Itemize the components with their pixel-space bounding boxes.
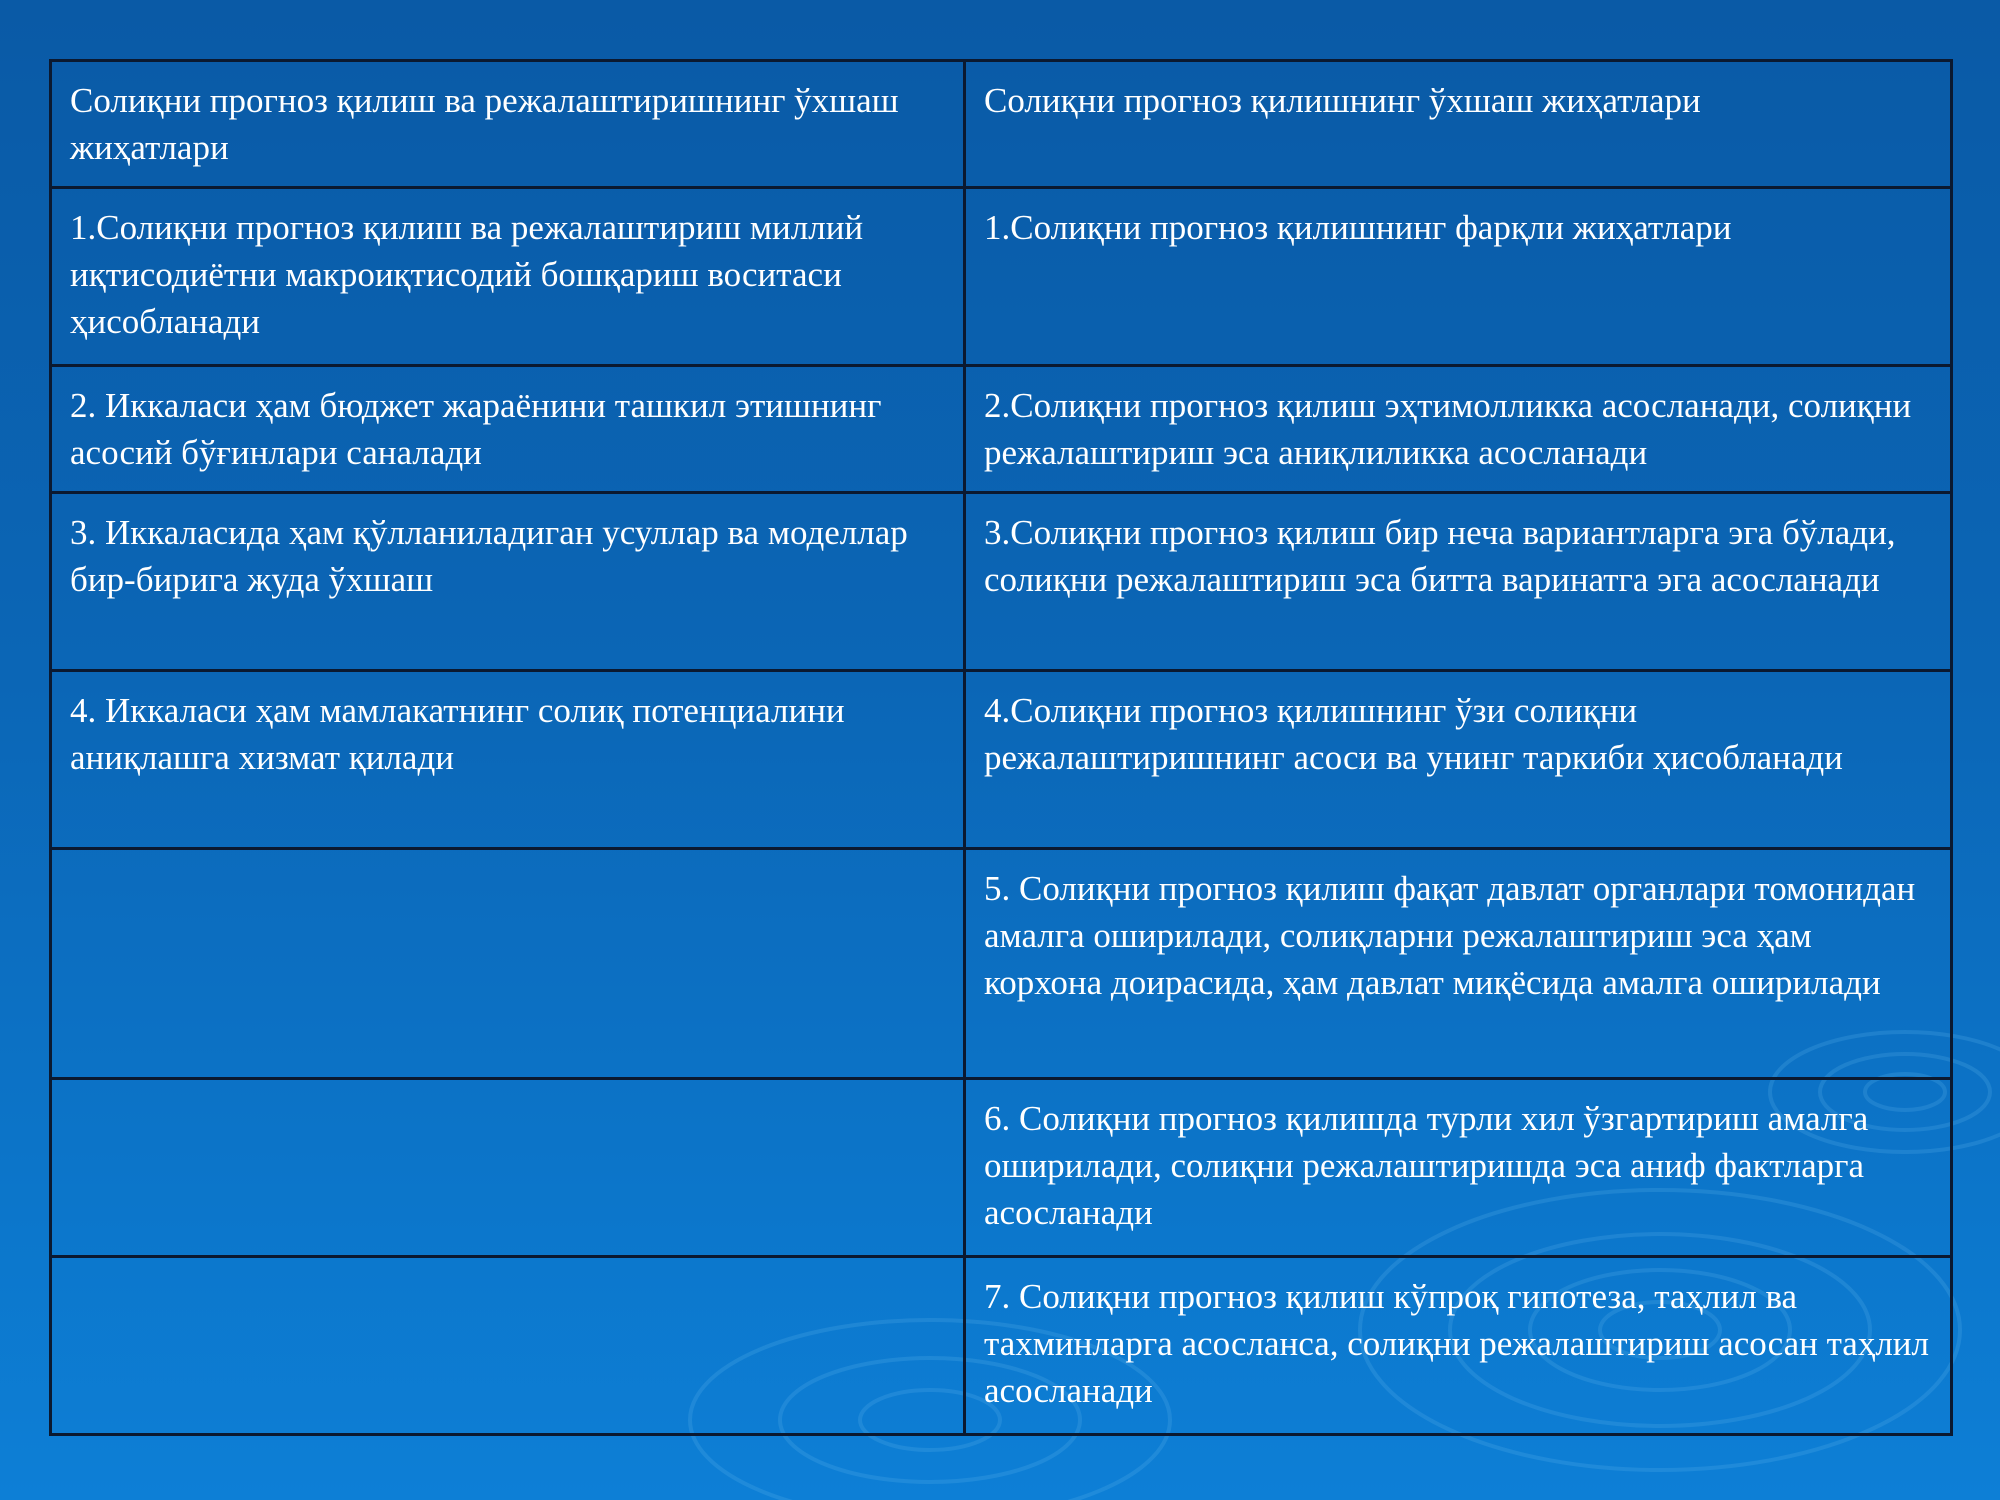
table-header-row	[51, 61, 1952, 188]
table-cell-right: 4.Солиқни прогноз қилишнинг ўзи солиқни режалаштиришнинг асоси ва унинг таркиби ҳисобланади	[965, 671, 1952, 849]
table-cell-left: 1.Солиқни прогноз қилиш ва режалаштириш миллий иқтисодиётни макроиқтисодий бошқариш воситаси ҳисобланади	[51, 188, 965, 366]
table-row	[51, 493, 1952, 671]
table-row	[51, 1257, 1952, 1435]
table-cell-left: 2. Иккаласи ҳам бюджет жараёнини ташкил этишнинг асосий бўғинлари саналади	[51, 366, 965, 493]
table-row	[51, 671, 1952, 849]
table-row	[51, 1079, 1952, 1257]
comparison-table	[49, 59, 1953, 1436]
table-cell-left-empty	[51, 849, 965, 1079]
table-cell-right: 7. Солиқни прогноз қилиш кўпроқ гипотеза, таҳлил ва тахминларга асосланса, солиқни режалаштириш асосан таҳлил асосланади	[965, 1257, 1952, 1435]
header-cell-forecast-aspects: Солиқни прогноз қилишнинг ўхшаш жиҳатлари	[965, 61, 1952, 188]
comparison-table-container	[49, 59, 1950, 1436]
table-cell-right: 6. Солиқни прогноз қилишда турли хил ўзгартириш амалга оширилади, солиқни режалаштиришда эса аниф фактларга асосланади	[965, 1079, 1952, 1257]
table-cell-right: 5. Солиқни прогноз қилиш фақат давлат органлари томонидан амалга оширилади, солиқларни режалаштириш эса ҳам корхона доирасида, ҳам давлат миқёсида амалга оширилади	[965, 849, 1952, 1079]
table-cell-left-empty	[51, 1257, 965, 1435]
table-row	[51, 188, 1952, 366]
table-cell-right: 1.Солиқни прогноз қилишнинг фарқли жиҳатлари	[965, 188, 1952, 366]
table-cell-left: 3. Иккаласида ҳам қўлланиладиган усуллар ва моделлар бир-бирига жуда ўхшаш	[51, 493, 965, 671]
table-cell-left: 4. Иккаласи ҳам мамлакатнинг солиқ потенциалини аниқлашга хизмат қилади	[51, 671, 965, 849]
table-row	[51, 849, 1952, 1079]
table-row	[51, 366, 1952, 493]
header-cell-similarities: Солиқни прогноз қилиш ва режалаштиришнинг ўхшаш жиҳатлари	[51, 61, 965, 188]
table-cell-right: 3.Солиқни прогноз қилиш бир неча вариантларга эга бўлади, солиқни режалаштириш эса битта варинатга эга асосланади	[965, 493, 1952, 671]
table-cell-left-empty	[51, 1079, 965, 1257]
table-cell-right: 2.Солиқни прогноз қилиш эҳтимолликка асосланади, солиқни режалаштириш эса аниқлиликка асосланади	[965, 366, 1952, 493]
